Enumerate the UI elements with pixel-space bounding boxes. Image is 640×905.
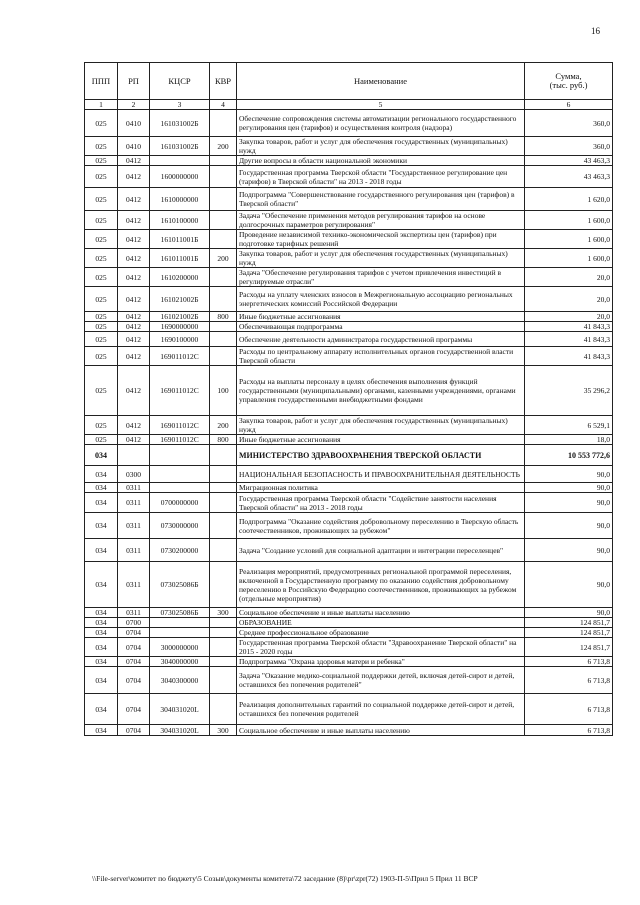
cell-kcsr: 3040000000 <box>150 657 210 667</box>
cell-name: Расходы на выплаты персоналу в целях обеспечения выполнения функций государственными (муниципальными) органами, казенными учреждениями, органами управления государственными внебюджетными фондами <box>237 366 525 416</box>
cell-kvr <box>210 156 237 166</box>
cell-ppp: 034 <box>85 618 118 628</box>
cell-sum: 1 600,0 <box>525 211 613 230</box>
header-kvr: КВР <box>210 63 237 100</box>
cell-kvr <box>210 694 237 725</box>
cell-kvr: 300 <box>210 725 237 736</box>
table-row <box>85 366 613 416</box>
cell-kvr <box>210 667 237 694</box>
colnum-2: 2 <box>118 100 150 110</box>
colnum-4: 4 <box>210 100 237 110</box>
cell-kcsr: 1610100000 <box>150 211 210 230</box>
cell-ppp: 034 <box>85 539 118 562</box>
cell-kvr <box>210 322 237 332</box>
cell-name: ОБРАЗОВАНИЕ <box>237 618 525 628</box>
cell-ppp: 025 <box>85 332 118 347</box>
cell-kcsr <box>150 445 210 466</box>
cell-kvr <box>210 657 237 667</box>
cell-name: Иные бюджетные ассигнования <box>237 312 525 322</box>
table-row <box>85 156 613 166</box>
cell-kcsr: 0700000000 <box>150 493 210 513</box>
table-row <box>85 268 613 287</box>
cell-sum: 35 296,2 <box>525 366 613 416</box>
cell-kcsr: 304031020L <box>150 694 210 725</box>
cell-ppp: 034 <box>85 628 118 638</box>
cell-sum: 6 713,8 <box>525 725 613 736</box>
table-row <box>85 562 613 608</box>
cell-rp: 0412 <box>118 211 150 230</box>
cell-sum: 90,0 <box>525 539 613 562</box>
cell-name: Задача "Оказание медико-социальной поддержки детей, включая детей-сирот и детей, оставшихся без попечения родителей" <box>237 667 525 694</box>
cell-rp: 0704 <box>118 667 150 694</box>
cell-ppp: 034 <box>85 667 118 694</box>
header-row <box>85 63 613 100</box>
cell-sum: 360,0 <box>525 137 613 156</box>
cell-name: Иные бюджетные ассигнования <box>237 435 525 445</box>
cell-kvr: 200 <box>210 416 237 435</box>
cell-sum: 1 620,0 <box>525 188 613 211</box>
cell-kcsr: 073025086Б <box>150 608 210 618</box>
cell-ppp: 034 <box>85 562 118 608</box>
cell-rp: 0412 <box>118 268 150 287</box>
table-row <box>85 445 613 466</box>
table-row <box>85 725 613 736</box>
cell-kvr <box>210 110 237 137</box>
cell-kvr <box>210 347 237 366</box>
cell-name: Закупка товаров, работ и услуг для обеспечения государственных (муниципальных) нужд <box>237 249 525 268</box>
cell-kcsr: 3000000000 <box>150 638 210 657</box>
cell-kcsr: 169011012С <box>150 416 210 435</box>
table-body <box>85 110 613 736</box>
cell-kvr <box>210 188 237 211</box>
cell-kvr <box>210 466 237 483</box>
table-row <box>85 618 613 628</box>
cell-ppp: 034 <box>85 657 118 667</box>
cell-name: Подпрограмма "Оказание содействия добровольному переселению в Тверскую область соотечественников, проживающих за рубежом" <box>237 513 525 539</box>
table-row <box>85 667 613 694</box>
cell-sum: 90,0 <box>525 513 613 539</box>
cell-name: Государственная программа Тверской области "Содействие занятости населения Тверской области" на 2013 - 2018 годы <box>237 493 525 513</box>
budget-table <box>84 62 613 736</box>
cell-sum: 20,0 <box>525 312 613 322</box>
cell-rp: 0412 <box>118 230 150 249</box>
cell-kcsr: 161021002Б <box>150 287 210 312</box>
header-rp: РП <box>118 63 150 100</box>
table-row <box>85 628 613 638</box>
cell-rp: 0412 <box>118 249 150 268</box>
cell-sum: 6 713,8 <box>525 694 613 725</box>
cell-kcsr: 1690000000 <box>150 322 210 332</box>
cell-kcsr: 1610200000 <box>150 268 210 287</box>
cell-ppp: 025 <box>85 110 118 137</box>
cell-kvr: 800 <box>210 435 237 445</box>
cell-rp: 0704 <box>118 657 150 667</box>
cell-rp: 0300 <box>118 466 150 483</box>
cell-kvr <box>210 287 237 312</box>
cell-sum: 6 713,8 <box>525 657 613 667</box>
cell-name: Среднее профессиональное образование <box>237 628 525 638</box>
header-name: Наименование <box>237 63 525 100</box>
colnum-5: 5 <box>237 100 525 110</box>
cell-rp: 0311 <box>118 483 150 493</box>
cell-kvr <box>210 562 237 608</box>
cell-kvr <box>210 638 237 657</box>
cell-name: Обеспечение сопровождения системы автоматизации регионального государственного регулирования цен (тарифов) и осуществления контроля (надзора) <box>237 110 525 137</box>
cell-ppp: 034 <box>85 466 118 483</box>
cell-ppp: 025 <box>85 249 118 268</box>
table-row <box>85 211 613 230</box>
cell-kcsr: 304031020L <box>150 725 210 736</box>
cell-ppp: 025 <box>85 416 118 435</box>
table-row <box>85 416 613 435</box>
cell-kcsr: 169011012С <box>150 366 210 416</box>
cell-name: Миграционная политика <box>237 483 525 493</box>
cell-kvr <box>210 211 237 230</box>
cell-name: НАЦИОНАЛЬНАЯ БЕЗОПАСНОСТЬ И ПРАВООХРАНИТЕЛЬНАЯ ДЕЯТЕЛЬНОСТЬ <box>237 466 525 483</box>
colnum-6: 6 <box>525 100 613 110</box>
cell-rp: 0412 <box>118 435 150 445</box>
cell-sum: 124 851,7 <box>525 638 613 657</box>
cell-sum: 41 843,3 <box>525 347 613 366</box>
table-row <box>85 513 613 539</box>
header-ppp: ППП <box>85 63 118 100</box>
cell-name: Государственная программа Тверской области "Здравоохранение Тверской области" на 2015 - 2020 годы <box>237 638 525 657</box>
cell-rp: 0311 <box>118 562 150 608</box>
table-row <box>85 466 613 483</box>
file-path-footer: \\File-server\комитет по бюджету\5 Созыв\документы комитета\72 заседание (8)\pr\zpr(72) 1903-П-5\Прил 5 Прил 11 ВСР <box>92 874 478 883</box>
cell-kcsr <box>150 483 210 493</box>
cell-ppp: 025 <box>85 435 118 445</box>
cell-rp: 0311 <box>118 608 150 618</box>
table-row <box>85 287 613 312</box>
table-row <box>85 347 613 366</box>
cell-sum: 90,0 <box>525 493 613 513</box>
cell-kvr: 200 <box>210 249 237 268</box>
cell-kcsr: 169011012С <box>150 435 210 445</box>
table-row <box>85 110 613 137</box>
cell-name: МИНИСТЕРСТВО ЗДРАВООХРАНЕНИЯ ТВЕРСКОЙ ОБЛАСТИ <box>237 445 525 466</box>
cell-ppp: 025 <box>85 322 118 332</box>
cell-kvr <box>210 493 237 513</box>
cell-kvr: 200 <box>210 137 237 156</box>
cell-sum: 43 463,3 <box>525 166 613 188</box>
cell-rp: 0412 <box>118 166 150 188</box>
cell-ppp: 034 <box>85 445 118 466</box>
cell-name: Подпрограмма "Охрана здоровья матери и ребенка" <box>237 657 525 667</box>
cell-sum: 6 529,1 <box>525 416 613 435</box>
cell-kcsr: 161021002Б <box>150 312 210 322</box>
cell-sum: 360,0 <box>525 110 613 137</box>
cell-name: Закупка товаров, работ и услуг для обеспечения государственных (муниципальных) нужд <box>237 137 525 156</box>
cell-kvr: 100 <box>210 366 237 416</box>
table-row <box>85 638 613 657</box>
colnum-1: 1 <box>85 100 118 110</box>
cell-ppp: 025 <box>85 287 118 312</box>
cell-kcsr: 161011001Б <box>150 230 210 249</box>
table-row <box>85 657 613 667</box>
colnum-3: 3 <box>150 100 210 110</box>
cell-kcsr: 1690100000 <box>150 332 210 347</box>
cell-ppp: 034 <box>85 493 118 513</box>
cell-sum: 20,0 <box>525 268 613 287</box>
cell-ppp: 025 <box>85 137 118 156</box>
cell-sum: 41 843,3 <box>525 332 613 347</box>
table-row <box>85 230 613 249</box>
table-row <box>85 312 613 322</box>
cell-kvr <box>210 483 237 493</box>
cell-name: Подпрограмма "Совершенствование государственного регулирования цен (тарифов) в Тверской области" <box>237 188 525 211</box>
cell-name: Задача "Обеспечение применения методов регулирования тарифов на основе долгосрочных параметров регулирования" <box>237 211 525 230</box>
cell-ppp: 034 <box>85 638 118 657</box>
cell-kcsr: 1610000000 <box>150 188 210 211</box>
cell-kcsr: 0730200000 <box>150 539 210 562</box>
table-row <box>85 539 613 562</box>
table-row <box>85 322 613 332</box>
cell-ppp: 025 <box>85 347 118 366</box>
cell-rp: 0704 <box>118 694 150 725</box>
cell-sum: 6 713,8 <box>525 667 613 694</box>
cell-ppp: 034 <box>85 608 118 618</box>
cell-kvr <box>210 268 237 287</box>
cell-sum: 90,0 <box>525 466 613 483</box>
cell-ppp: 025 <box>85 188 118 211</box>
cell-sum: 1 600,0 <box>525 230 613 249</box>
cell-sum: 90,0 <box>525 562 613 608</box>
cell-name: Обеспечение деятельности администратора государственной программы <box>237 332 525 347</box>
cell-kcsr: 073025086Б <box>150 562 210 608</box>
cell-ppp: 034 <box>85 694 118 725</box>
cell-kvr: 800 <box>210 312 237 322</box>
cell-rp: 0704 <box>118 725 150 736</box>
cell-sum: 41 843,3 <box>525 322 613 332</box>
cell-kvr <box>210 166 237 188</box>
cell-rp: 0311 <box>118 493 150 513</box>
cell-kcsr <box>150 628 210 638</box>
cell-rp: 0412 <box>118 416 150 435</box>
cell-sum: 90,0 <box>525 608 613 618</box>
cell-ppp: 025 <box>85 268 118 287</box>
cell-name: Расходы на уплату членских взносов в Межрегиональную ассоциацию региональных энергетических комиссий Российской Федерации <box>237 287 525 312</box>
page-number: 16 <box>591 26 600 36</box>
cell-ppp: 034 <box>85 483 118 493</box>
table-row <box>85 493 613 513</box>
table-row <box>85 249 613 268</box>
cell-kcsr <box>150 466 210 483</box>
cell-kcsr <box>150 156 210 166</box>
cell-kvr <box>210 513 237 539</box>
table-row <box>85 188 613 211</box>
table-row <box>85 608 613 618</box>
cell-name: Расходы по центральному аппарату исполнительных органов государственной власти Тверской области <box>237 347 525 366</box>
cell-ppp: 025 <box>85 366 118 416</box>
cell-name: Обеспечивающая подпрограмма <box>237 322 525 332</box>
cell-rp: 0700 <box>118 618 150 628</box>
cell-rp <box>118 445 150 466</box>
cell-kvr <box>210 445 237 466</box>
cell-ppp: 034 <box>85 513 118 539</box>
cell-rp: 0412 <box>118 312 150 322</box>
cell-name: Задача "Обеспечение регулирования тарифов с учетом привлечения инвестиций в регулируемые отрасли" <box>237 268 525 287</box>
cell-sum: 10 553 772,6 <box>525 445 613 466</box>
cell-rp: 0704 <box>118 628 150 638</box>
cell-ppp: 025 <box>85 230 118 249</box>
cell-ppp: 034 <box>85 725 118 736</box>
cell-kcsr: 161031002Б <box>150 137 210 156</box>
table-row <box>85 694 613 725</box>
cell-sum: 124 851,7 <box>525 618 613 628</box>
cell-ppp: 025 <box>85 166 118 188</box>
cell-kvr <box>210 539 237 562</box>
cell-kvr: 300 <box>210 608 237 618</box>
cell-kvr <box>210 618 237 628</box>
cell-name: Закупка товаров, работ и услуг для обеспечения государственных (муниципальных) нужд <box>237 416 525 435</box>
cell-name: Реализация мероприятий, предусмотренных региональной программой переселения, включенной в Государственную программу по оказанию содействия добровольному переселению в Российскую Федерацию соотечественников, проживающих за рубежом (отдельные мероприятия) <box>237 562 525 608</box>
cell-kvr <box>210 628 237 638</box>
cell-ppp: 025 <box>85 156 118 166</box>
cell-rp: 0412 <box>118 322 150 332</box>
table-row <box>85 166 613 188</box>
cell-ppp: 025 <box>85 211 118 230</box>
cell-rp: 0412 <box>118 287 150 312</box>
cell-rp: 0410 <box>118 137 150 156</box>
cell-rp: 0412 <box>118 188 150 211</box>
cell-rp: 0412 <box>118 366 150 416</box>
cell-rp: 0311 <box>118 513 150 539</box>
cell-name: Социальное обеспечение и иные выплаты населению <box>237 725 525 736</box>
cell-sum: 20,0 <box>525 287 613 312</box>
cell-kvr <box>210 230 237 249</box>
cell-rp: 0704 <box>118 638 150 657</box>
table-row <box>85 483 613 493</box>
cell-rp: 0412 <box>118 347 150 366</box>
cell-kcsr: 161031002Б <box>150 110 210 137</box>
table-row <box>85 137 613 156</box>
cell-sum: 1 600,0 <box>525 249 613 268</box>
cell-name: Социальное обеспечение и иные выплаты населению <box>237 608 525 618</box>
cell-kcsr: 161011001Б <box>150 249 210 268</box>
cell-kcsr <box>150 618 210 628</box>
header-sum: Сумма, (тыс. руб.) <box>525 63 613 100</box>
cell-name: Другие вопросы в области национальной экономики <box>237 156 525 166</box>
cell-rp: 0412 <box>118 156 150 166</box>
table-row <box>85 435 613 445</box>
cell-sum: 124 851,7 <box>525 628 613 638</box>
cell-kvr <box>210 332 237 347</box>
cell-rp: 0311 <box>118 539 150 562</box>
cell-kcsr: 1600000000 <box>150 166 210 188</box>
cell-sum: 18,0 <box>525 435 613 445</box>
cell-sum: 90,0 <box>525 483 613 493</box>
cell-name: Государственная программа Тверской области "Государственное регулирование цен (тарифов) в Тверской области" на 2013 - 2018 годы <box>237 166 525 188</box>
cell-kcsr: 169011012С <box>150 347 210 366</box>
header-kcsr: КЦСР <box>150 63 210 100</box>
cell-sum: 43 463,3 <box>525 156 613 166</box>
table-row <box>85 332 613 347</box>
cell-name: Задача "Создание условий для социальной адаптации и интеграции переселенцев" <box>237 539 525 562</box>
cell-ppp: 025 <box>85 312 118 322</box>
cell-kcsr: 3040300000 <box>150 667 210 694</box>
cell-name: Реализация дополнительных гарантий по социальной поддержке детей-сирот и детей, оставшихся без попечения родителей <box>237 694 525 725</box>
cell-rp: 0412 <box>118 332 150 347</box>
cell-name: Проведение независимой технико-экономической экспертизы цен (тарифов) при подготовке тарифных решений <box>237 230 525 249</box>
column-number-row <box>85 100 613 110</box>
cell-rp: 0410 <box>118 110 150 137</box>
cell-kcsr: 0730000000 <box>150 513 210 539</box>
